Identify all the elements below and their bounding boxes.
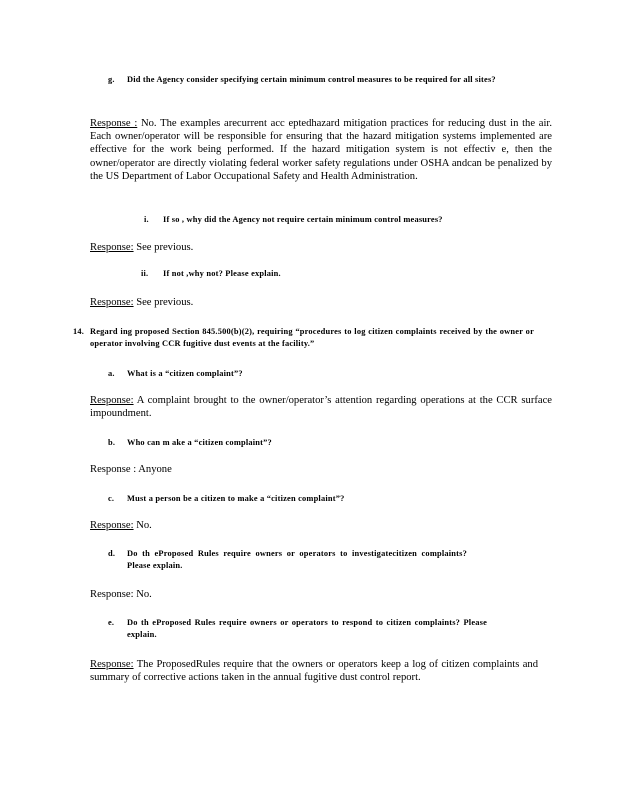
question-text: Must a person be a citizen to make a “citizen complaint”? — [127, 494, 345, 503]
question-g — [108, 74, 527, 86]
question-d — [108, 548, 467, 572]
response-label: Response: — [90, 589, 134, 600]
question-text: Regard ing proposed Section 845.500(b)(2), requiring “procedures to log citizen complaints received by the owner or operator involving CCR fugitive dust events at the facility.” — [90, 327, 534, 348]
question-i — [144, 214, 523, 226]
question-ii — [141, 268, 313, 280]
question-label: 14. — [73, 327, 85, 336]
question-b — [108, 437, 347, 449]
question-text: Who can m ake a “citizen complaint”? — [127, 438, 272, 447]
response-label: Response: — [90, 395, 134, 406]
response-label: Response: — [90, 297, 134, 308]
question-c — [108, 493, 427, 505]
response-label: Response: — [90, 520, 134, 531]
response-g — [90, 117, 552, 183]
question-text: Do th eProposed Rules require owners or operators to respond to citizen complaints? Please explain. — [127, 618, 487, 639]
response-label: Response : — [90, 118, 138, 129]
question-e — [108, 617, 487, 641]
response-label: Response: — [90, 659, 134, 670]
question-label: i. — [144, 215, 149, 224]
question-text: Did the Agency consider specifying certain minimum control measures to be required for all sites? — [127, 75, 496, 84]
question-label: c. — [108, 494, 115, 503]
response-text: See previous. — [133, 242, 194, 253]
question-text: If not ,why not? Please explain. — [163, 269, 281, 278]
question-label: g. — [108, 75, 115, 84]
response-i — [90, 241, 193, 254]
response-e — [90, 658, 538, 684]
response-text: See previous. — [133, 297, 194, 308]
response-d — [90, 588, 152, 601]
question-text: Do th eProposed Rules require owners or operators to investigatecitizen complaints? Please explain. — [127, 549, 467, 570]
question-text: If so , why did the Agency not require certain minimum control measures? — [163, 215, 443, 224]
response-text: No. — [133, 589, 152, 600]
response-label: Response — [90, 464, 131, 475]
question-a — [108, 368, 327, 380]
question-label: ii. — [141, 269, 149, 278]
response-text: No. The examples arecurrent acc eptedhazard mitigation practices for reducing dust in the air. Each owner/operator will be responsible for ensuring that the hazard mitigation systems implemented are effective for the work being performed. If the hazard mitigation system is not effectiv e, then the owner/operator are directly violating federal worker safety regulations under OSHA andcan be penalized by the US Department of Labor Occupational Safety and Health Administration. — [90, 118, 552, 182]
response-text: No. — [133, 520, 152, 531]
response-label: Response: — [90, 242, 134, 253]
question-label: d. — [108, 549, 116, 558]
response-text: The ProposedRules require that the owners or operators keep a log of citizen complaints and summary of corrective actions taken in the annual fugitive dust control report. — [90, 659, 538, 684]
question-label: a. — [108, 369, 115, 378]
response-ii — [90, 296, 193, 309]
question-text: What is a “citizen complaint”? — [127, 369, 243, 378]
response-c — [90, 519, 152, 532]
response-text: : Anyone — [130, 464, 172, 475]
response-a — [90, 394, 552, 420]
question-14 — [73, 326, 534, 350]
question-label: e. — [108, 618, 115, 627]
response-text: A complaint brought to the owner/operator’s attention regarding operations at the CCR surface impoundment. — [90, 395, 552, 420]
response-b — [90, 463, 172, 476]
question-label: b. — [108, 438, 116, 447]
